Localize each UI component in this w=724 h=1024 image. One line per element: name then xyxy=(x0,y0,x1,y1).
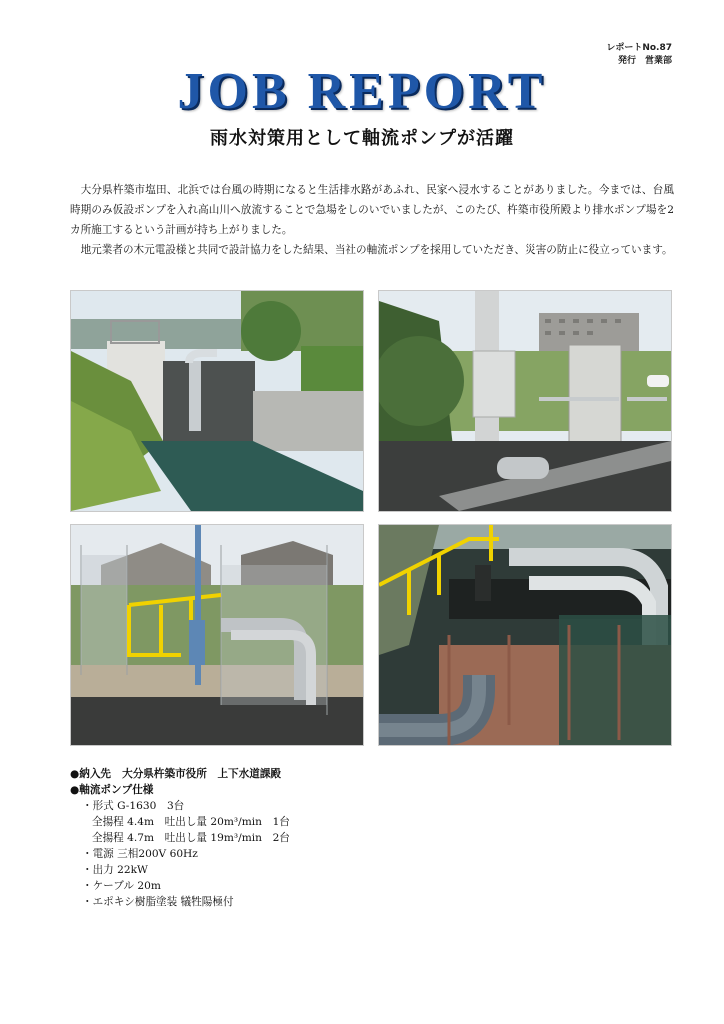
spec-coating: ・エポキシ樹脂塗装 犠牲陽極付 xyxy=(82,896,234,908)
spec-output: ・出力 22kW xyxy=(82,864,148,876)
page-title: JOB REPORT xyxy=(177,63,547,120)
spec-model: ・形式 G-1630 3台 xyxy=(82,800,185,812)
photo-control-panel xyxy=(378,290,672,512)
spec-power: ・電源 三相200V 60Hz xyxy=(82,848,198,860)
delivery-row xyxy=(70,766,630,782)
paragraph-2: 地元業者の木元電設様と共同で設計協力をした結果、当社の軸流ポンプを採用していただき、災害の防止に役立っています。 xyxy=(80,244,673,256)
spec-head-2: 全揚程 4.7m 吐出し量 19m³/min 2台 xyxy=(92,832,290,844)
body-text xyxy=(70,180,674,260)
photo-fenced-pump-area xyxy=(70,524,364,746)
pump-spec-heading: ●軸流ポンプ仕様 xyxy=(70,784,154,796)
photo-pump-pit-pipes xyxy=(378,524,672,746)
issuer: 発行 営業部 xyxy=(617,56,672,66)
page-subtitle: 雨水対策用として軸流ポンプが活躍 xyxy=(210,128,514,149)
report-number: レポートNo.87 xyxy=(606,43,672,53)
paragraph-1: 大分県杵築市塩田、北浜では台風の時期になると生活排水路があふれ、民家へ浸水することがありました。今までは、台風時期のみ仮設ポンプを入れ高山川へ放流することで急場をしのいでいましたが、このたび、杵築市役所殿より排水ポンプ場を2カ所施工するという計画が持ち上がりました。 xyxy=(70,184,674,236)
photo-pump-station-channel xyxy=(70,290,364,512)
spec-cable: ・ケーブル 20m xyxy=(82,880,161,892)
spec-head-1: 全揚程 4.4m 吐出し量 20m³/min 1台 xyxy=(92,816,290,828)
delivery-value: 大分県杵築市役所 上下水道課殿 xyxy=(122,768,282,780)
delivery-label: ●納入先 xyxy=(70,768,112,780)
specifications xyxy=(70,766,630,910)
